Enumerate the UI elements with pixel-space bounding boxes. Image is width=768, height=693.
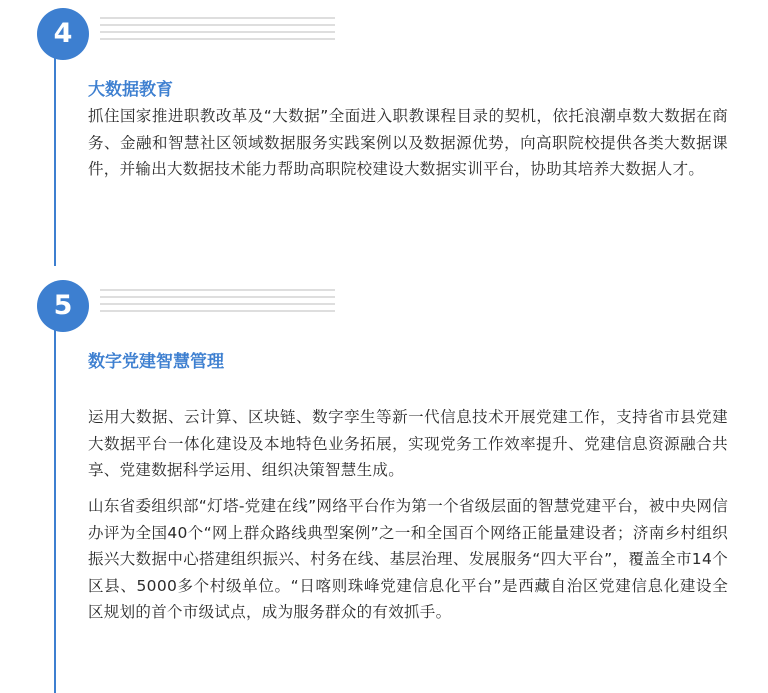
section-5-paragraph-2: 山东省委组织部“灯塔-党建在线”网络平台作为第一个省级层面的智慧党建平台，被中央网信办评为全国40个“网上群众路线典型案例”之一和全国百个网络正能量建设者；济南乡村组织振兴大数据中心搭建组织振兴、村务在线、基层治理、发展服务“四大平台”，覆盖全市14个区县、5000多个村级单位。“日喀则珠峰党建信息化平台”是西藏自治区党建信息化建设全区规划的首个市级试点，成为服务群众的有效抓手。 [88, 497, 728, 621]
section-number-badge-5: 5 [37, 280, 89, 332]
section-title-4: 大数据教育 [88, 80, 173, 100]
timeline-line-section-5 [54, 330, 56, 693]
section-number-badge-4: 4 [37, 8, 89, 60]
decorative-stripes-5 [100, 289, 335, 317]
section-4-paragraph-1: 抓住国家推进职教改革及“大数据”全面进入职教课程目录的契机，依托浪潮卓数大数据在商务、金融和智慧社区领域数据服务实践案例以及数据源优势，向高职院校提供各类大数据课件，并输出大数据技术能力帮助高职院校建设大数据实训平台，协助其培养大数据人才。 [88, 107, 728, 178]
timeline-line-section-4 [54, 58, 56, 266]
section-5-paragraph-1: 运用大数据、云计算、区块链、数字孪生等新一代信息技术开展党建工作，支持省市县党建大数据平台一体化建设及本地特色业务拓展，实现党务工作效率提升、党建信息资源融合共享、党建数据科学运用、组织决策智慧生成。 [88, 408, 728, 479]
decorative-stripes-4 [100, 17, 335, 45]
section-title-5: 数字党建智慧管理 [88, 352, 224, 372]
